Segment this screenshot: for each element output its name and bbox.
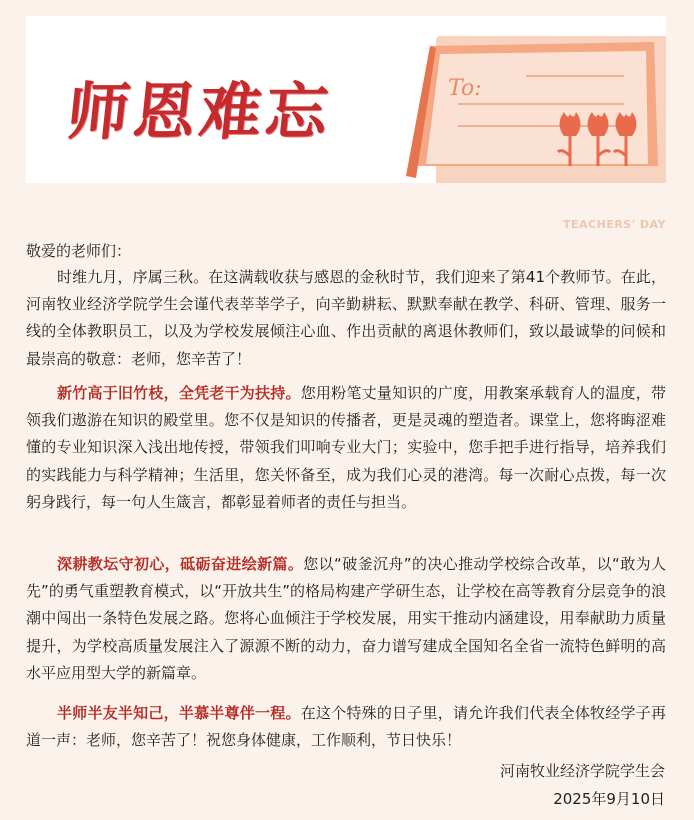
teachers-day-tagline: TEACHERS' DAY xyxy=(563,218,666,231)
card-to-label: To: xyxy=(448,76,482,101)
signature-org: 河南牧业经济学院学生会 xyxy=(499,762,665,780)
paragraph-2 xyxy=(26,380,666,516)
paragraph-1-text: 时维九月，序属三秋。在这满载收获与感恩的金秋时节，我们迎来了第41个教师节。在此，河南牧业经济学院学生会谨代表莘莘学子，向辛勤耕耘、默默奉献在教学、科研、管理、服务一线的全体教职员工，以及为学校发展倾注心血、作出贡献的离退休教师们，致以最诚挚的问候和最崇高的敬意：老师，您辛苦了！ xyxy=(26,268,666,368)
paragraph-4-highlight: 半师半友半知己，半慕半尊伴一程。 xyxy=(57,704,301,722)
paragraph-2-highlight: 新竹高于旧竹枝，全凭老干为扶持。 xyxy=(57,384,301,402)
paragraph-3-text: 您以“破釜沉舟”的决心推动学校综合改革，以“敢为人先”的勇气重塑教育模式，以“开放共生”的格局构建产学研生态，让学校在高等教育分层竞争的浪潮中闯出一条特色发展之路。您将心血倾注于学校发展，用实干推动内涵建设，用奉献助力质量提升，为学校高质量发展注入了源源不断的动力，奋力谱写建成全国知名全省一流特色鲜明的高水平应用型大学的新篇章。 xyxy=(26,555,666,682)
paragraph-1 xyxy=(26,264,666,373)
paragraph-4-text: 在这个特殊的日子里，请允许我们代表全体牧经学子再道一声：老师，您辛苦了！祝您身体健康，工作顺利，节日快乐！ xyxy=(26,704,666,750)
paragraph-3 xyxy=(26,551,666,687)
paragraph-3-highlight: 深耕教坛守初心，砥砺奋进绘新篇。 xyxy=(57,555,304,573)
greeting-card-icon xyxy=(396,16,666,183)
paragraph-4 xyxy=(26,700,666,754)
header-banner xyxy=(26,16,666,183)
banner-title: 师恩难忘 xyxy=(63,75,336,148)
greeting: 敬爱的老师们： xyxy=(26,242,132,260)
signature-date: 2025年9月10日 xyxy=(553,790,665,808)
paragraph-2-text: 您用粉笔丈量知识的广度，用教案承载育人的温度，带领我们遨游在知识的殿堂里。您不仅是知识的传播者，更是灵魂的塑造者。课堂上，您将晦涩难懂的专业知识深入浅出地传授，带领我们叩响专业大门；实验中，您手把手进行指导，培养我们的实践能力与科学精神；生活里，您关怀备至，成为我们心灵的港湾。每一次耐心点拨，每一次躬身践行，每一句人生箴言，都彰显着师者的责任与担当。 xyxy=(26,384,666,511)
